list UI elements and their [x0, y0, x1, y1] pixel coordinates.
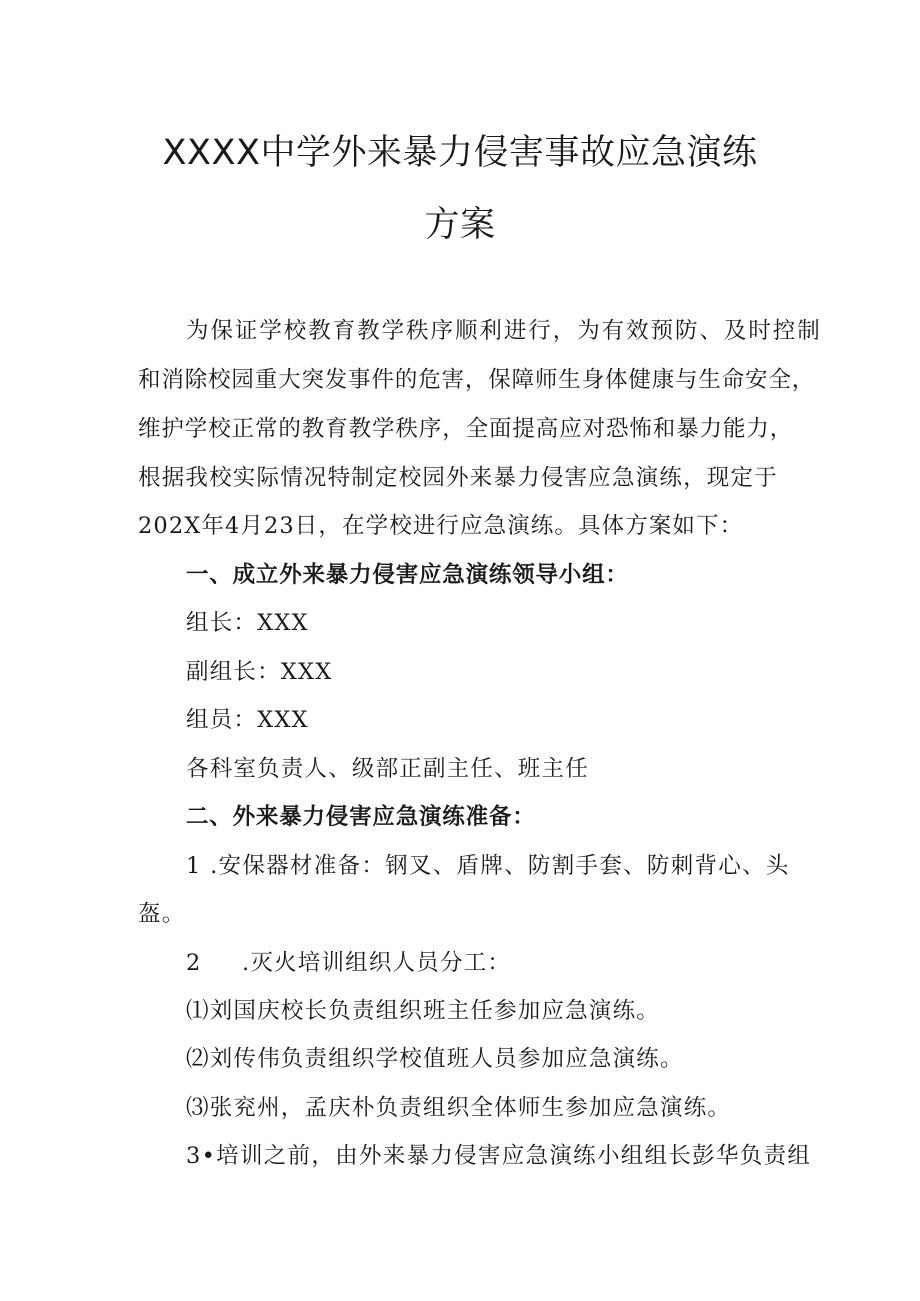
sub-item-1: ⑴刘国庆校长负责组织班主任参加应急演练。	[186, 998, 661, 1024]
intro-paragraph-line-2: 和消除校园重大突发事件的危害，保障师生身体健康与生命安全，	[138, 367, 816, 393]
document-title-line-1: XXXX中学外来暴力侵害事故应急演练	[162, 133, 758, 173]
item-2-text: .灭火培训组织人员分工：	[242, 950, 512, 976]
sub-item-3: ⑶张兖州，孟庆朴负责组织全体师生参加应急演练。	[186, 1095, 732, 1121]
item-1-line-1: 1 .安保器材准备：钢叉、盾牌、防割手套、防刺背心、头	[186, 853, 790, 879]
members-line: 组员：XXX	[186, 707, 309, 733]
item-2-number: 2	[186, 950, 202, 976]
section-2-heading: 二、外来暴力侵害应急演练准备：	[186, 804, 536, 830]
section-1-heading: 一、成立外来暴力侵害应急演练领导小组：	[186, 562, 629, 588]
department-heads-line: 各科室负责人、级部正副主任、班主任	[186, 756, 589, 782]
document-title-line-2: 方案	[424, 205, 496, 245]
intro-paragraph-line-1: 为保证学校教育教学秩序顺利进行，为有效预防、及时控制	[186, 318, 822, 344]
intro-paragraph-line-3: 维护学校正常的教育教学秩序，全面提高应对恐怖和暴力能力，	[138, 416, 794, 442]
deputy-leader-line: 副组长：XXX	[186, 659, 333, 685]
intro-paragraph-line-5: 202X年4月23日，在学校进行应急演练。具体方案如下：	[138, 513, 744, 539]
leader-line: 组长：XXX	[186, 610, 309, 636]
sub-item-2: ⑵刘传伟负责组织学校值班人员参加应急演练。	[186, 1046, 684, 1072]
intro-paragraph-line-4: 根据我校实际情况特制定校园外来暴力侵害应急演练，现定于	[138, 465, 778, 491]
item-1-line-2: 盔。	[138, 901, 186, 927]
item-3-line-1: 3•培训之前，由外来暴力侵害应急演练小组组长彭华负责组	[186, 1143, 812, 1169]
item-2-line	[186, 948, 511, 978]
